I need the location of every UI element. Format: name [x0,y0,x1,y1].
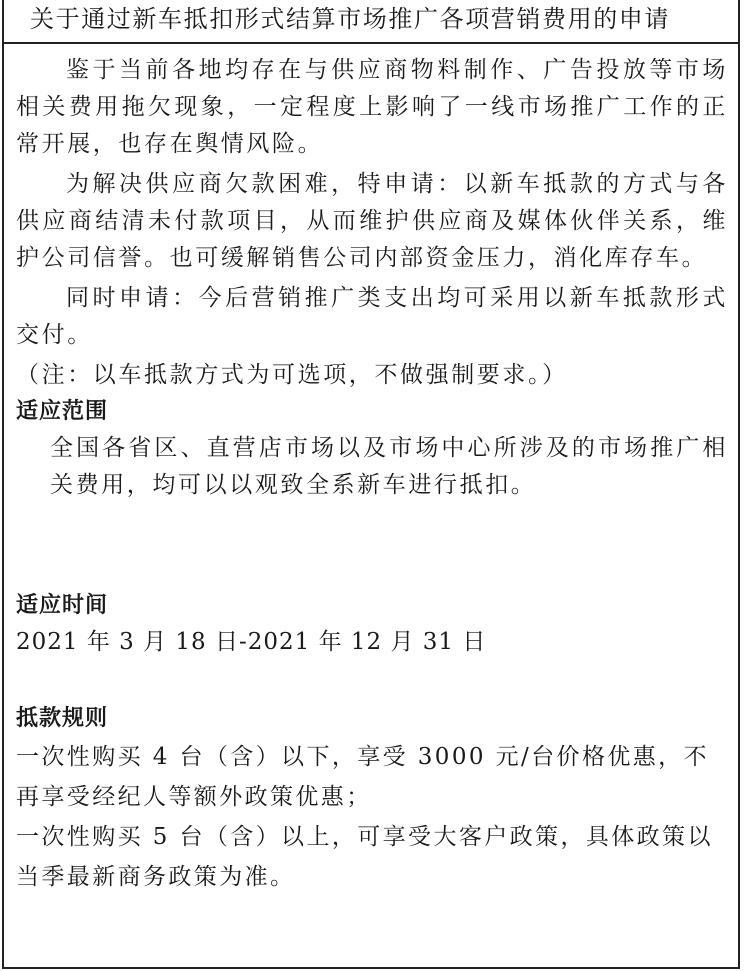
paragraph-request: 为解决供应商欠款困难，特申请：以新车抵款的方式与各供应商结清未付款项目，从而维护供应商及媒体伙伴关系，维护公司信誉。也可缓解销售公司内部资金压力，消化库存车。 [16,171,728,271]
period-heading: 适应时间 [16,593,109,618]
document-table [2,0,740,969]
title-row [4,0,738,44]
scope-section [16,430,728,504]
document-body [16,52,728,897]
rules-heading: 抵款规则 [16,706,109,731]
paragraph-note: （注：以车抵款方式为可选项，不做强制要求。） [16,362,568,388]
scope-heading: 适应范围 [16,399,109,424]
rule-item: 一次性购买 5 台（含）以上，可享受大客户政策，具体政策以当季最新商务政策为准。 [16,824,713,890]
scope-text: 全国各省区、直营店市场以及市场中心所涉及的市场推广相关费用，均可以以观致全系新车进行抵扣。 [50,435,728,498]
paragraph-additional-request: 同时申请：今后营销推广类支出均可采用以新车抵款形式交付。 [16,285,728,348]
blank-space [16,504,728,588]
rule-item: 一次性购买 4 台（含）以下，享受 3000 元/台价格优惠，不再享受经纪人等额外政策优惠； [16,744,709,810]
period-text: 2021 年 3 月 18 日-2021 年 12 月 31 日 [16,629,487,655]
paragraph-background: 鉴于当前各地均存在与供应商物料制作、广告投放等市场相关费用拖欠现象，一定程度上影响了一线市场推广工作的正常开展，也存在舆情风险。 [16,57,728,157]
blank-space [16,661,728,701]
document-title: 关于通过新车抵扣形式结算市场推广各项营销费用的申请 [30,5,670,33]
